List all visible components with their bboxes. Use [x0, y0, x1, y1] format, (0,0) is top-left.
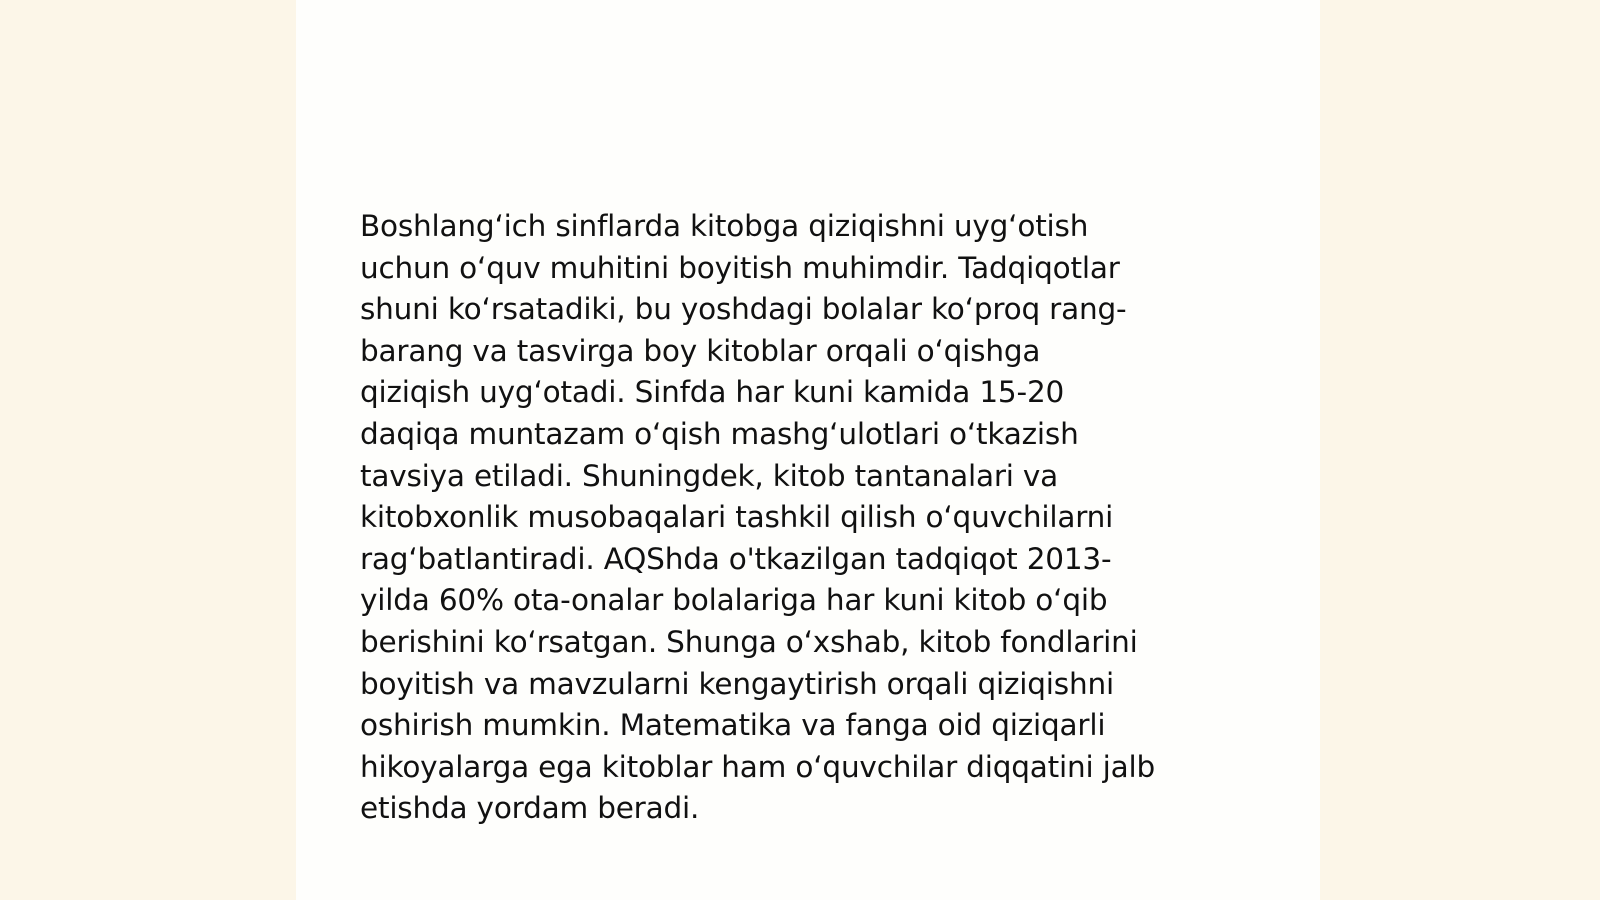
paragraph-line-8: kitobxonlik musobaqalari tashkil qilish o‘quvchilarni — [360, 500, 1114, 535]
paragraph-line-12: boyitish va mavzularni kengaytirish orqali qiziqishni — [360, 666, 1114, 701]
paragraph-line-3: shuni ko‘rsatadiki, bu yoshdagi bolalar ko‘proq rang- — [360, 292, 1127, 327]
paragraph-line-11: berishini ko‘rsatgan. Shunga o‘xshab, kitob fondlarini — [360, 624, 1138, 659]
paragraph-line-10: yilda 60% ota-onalar bolalariga har kuni kitob o‘qib — [360, 583, 1108, 618]
paragraph-line-2: uchun o‘quv muhitini boyitish muhimdir. Tadqiqotlar — [360, 250, 1120, 285]
paragraph-line-5: qiziqish uyg‘otadi. Sinfda har kuni kamida 15-20 — [360, 375, 1065, 410]
paragraph-line-7: tavsiya etiladi. Shuningdek, kitob tantanalari va — [360, 458, 1059, 493]
paragraph-line-4: barang va tasvirga boy kitoblar orqali o‘qishga — [360, 333, 1041, 368]
paragraph-line-15: etishda yordam beradi. — [360, 791, 700, 826]
paragraph-line-9: rag‘batlantiradi. AQShda o'tkazilgan tadqiqot 2013- — [360, 541, 1112, 576]
paragraph-line-1: Boshlang‘ich sinflarda kitobga qiziqishni uyg‘otish — [360, 209, 1089, 243]
paragraph-line-14: hikoyalarga ega kitoblar ham o‘quvchilar diqqatini jalb — [360, 749, 1156, 784]
paragraph-line-13: oshirish mumkin. Matematika va fanga oid qiziqarli — [360, 708, 1106, 743]
body-paragraph — [360, 206, 1260, 830]
document-page — [296, 0, 1320, 900]
paragraph-line-6: daqiqa muntazam o‘qish mashg‘ulotlari o‘tkazish — [360, 416, 1079, 451]
